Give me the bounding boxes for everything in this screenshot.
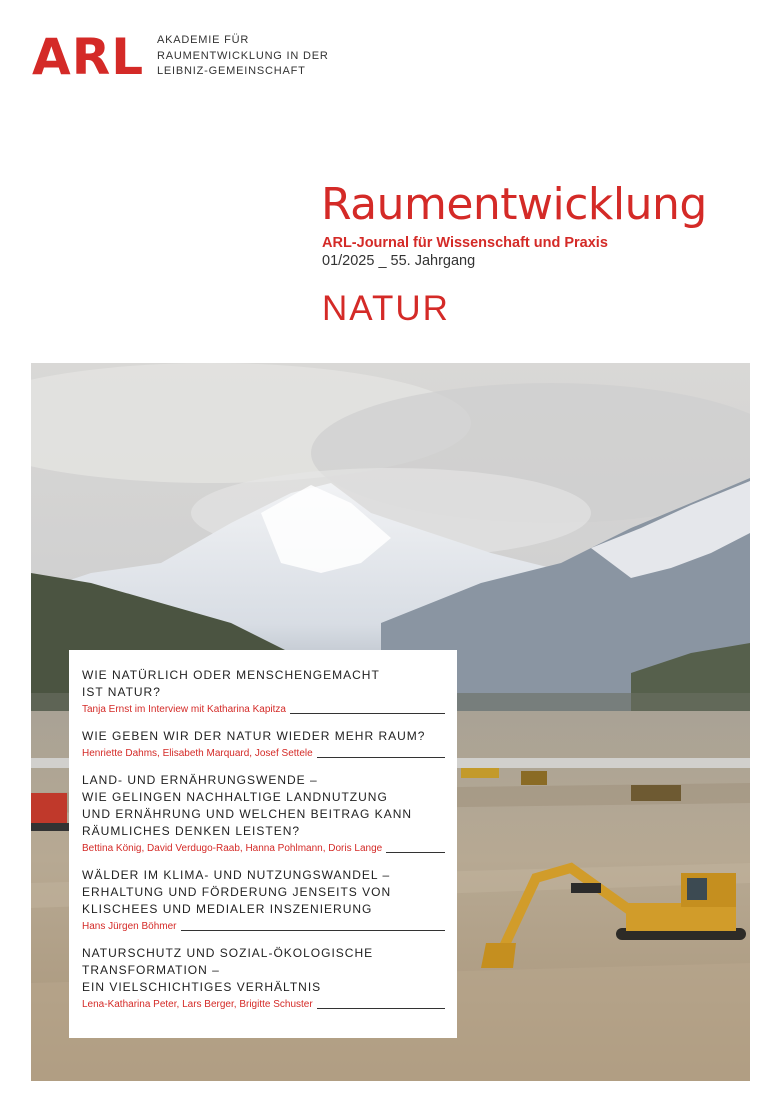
toc-title-line: WIE GEBEN WIR DER NATUR WIEDER MEHR RAUM?: [82, 729, 426, 743]
arl-logo: ARL: [32, 28, 145, 86]
organization-line: RAUMENTWICKLUNG IN DER: [157, 49, 329, 62]
toc-title-line: ERHALTUNG UND FÖRDERUNG JENSEITS VON: [82, 885, 392, 899]
toc-rule: [317, 757, 445, 758]
journal-title: Raumentwicklung: [321, 179, 707, 230]
toc-entry-authors: [82, 920, 445, 933]
toc-entry-authors: [82, 842, 445, 855]
toc-entry-title: [82, 772, 445, 840]
toc-entry: [82, 772, 445, 855]
toc-rule: [317, 1008, 445, 1009]
journal-subtitle: ARL-Journal für Wissenschaft und Praxis: [322, 235, 608, 251]
toc-entry-authors: [82, 747, 445, 760]
toc-title-line: NATURSCHUTZ UND SOZIAL-ÖKOLOGISCHE: [82, 946, 374, 960]
toc-title-line: RÄUMLICHES DENKEN LEISTEN?: [82, 824, 301, 838]
toc-title-line: UND ERNÄHRUNG UND WELCHEN BEITRAG KANN: [82, 807, 413, 821]
toc-authors-text: Bettina König, David Verdugo-Raab, Hanna Pohlmann, Doris Lange: [82, 843, 383, 854]
toc-authors-text: Hans Jürgen Böhmer: [82, 921, 177, 932]
toc-title-line: LAND- UND ERNÄHRUNGSWENDE –: [82, 773, 318, 787]
toc-title-line: IST NATUR?: [82, 685, 161, 699]
toc-rule: [290, 713, 445, 714]
toc-entry-authors: [82, 703, 445, 716]
toc-entry-authors: [82, 998, 445, 1011]
toc-authors-text: Lena-Katharina Peter, Lars Berger, Brigitte Schuster: [82, 999, 313, 1010]
toc-entry-title: [82, 945, 445, 996]
toc-title-line: TRANSFORMATION –: [82, 963, 220, 977]
toc-authors-text: Henriette Dahms, Elisabeth Marquard, Josef Settele: [82, 748, 313, 759]
toc-entry-title: [82, 728, 445, 745]
toc-entry: [82, 728, 445, 760]
toc-entry: [82, 667, 445, 716]
table-of-contents: [69, 650, 457, 1038]
toc-entry: [82, 867, 445, 933]
toc-title-line: WIE NATÜRLICH ODER MENSCHENGEMACHT: [82, 668, 380, 682]
organization-line: LEIBNIZ-GEMEINSCHAFT: [157, 65, 306, 77]
toc-entry: [82, 945, 445, 1011]
issue-theme: NATUR: [322, 289, 450, 328]
organization-name: [157, 33, 329, 80]
issue-info: 01/2025 _ 55. Jahrgang: [322, 253, 476, 269]
toc-title-line: EIN VIELSCHICHTIGES VERHÄLTNIS: [82, 980, 322, 994]
toc-title-line: WÄLDER IM KLIMA- UND NUTZUNGSWANDEL –: [82, 868, 391, 882]
toc-title-line: KLISCHEES UND MEDIALER INSZENIERUNG: [82, 902, 373, 916]
toc-authors-text: Tanja Ernst im Interview mit Katharina Kapitza: [82, 704, 286, 715]
toc-rule: [386, 852, 445, 853]
toc-entry-title: [82, 667, 445, 701]
toc-title-line: WIE GELINGEN NACHHALTIGE LANDNUTZUNG: [82, 790, 388, 804]
toc-entry-title: [82, 867, 445, 918]
organization-line: AKADEMIE FÜR: [157, 34, 250, 46]
toc-rule: [181, 930, 446, 931]
